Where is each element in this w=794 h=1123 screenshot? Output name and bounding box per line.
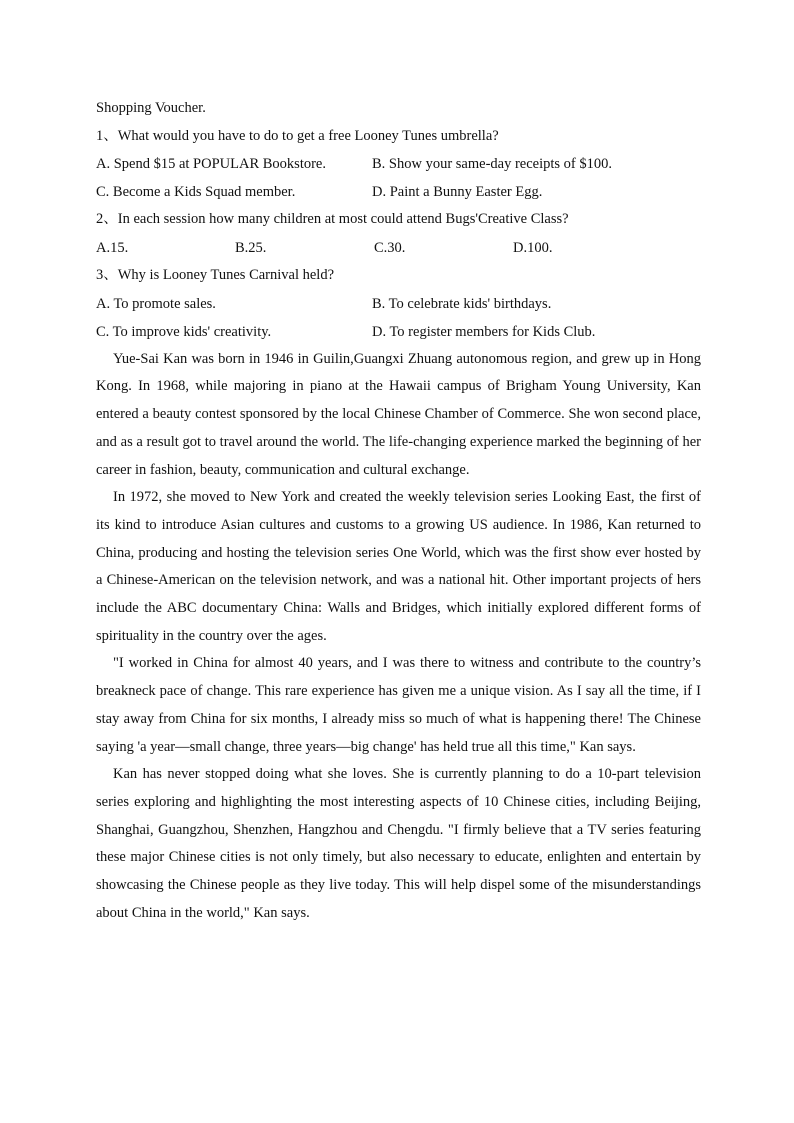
option-b: B. To celebrate kids' birthdays.	[372, 295, 552, 312]
passage-paragraph: Yue-Sai Kan was born in 1946 in Guilin,Guangxi Zhuang autonomous region, and grew up in Hong Kong. In 1968, while majoring in piano at the Hawaii campus of Brigham Young University, Kan entered a beauty contest sponsored by the local Chinese Chamber of Commerce. She won second place, and as a result got to travel around the world. The life-changing experience marked the beginning of her career in fashion, beauty, communication and cultural exchange.	[96, 350, 701, 478]
option-d: D.100.	[513, 240, 553, 257]
question-3	[96, 262, 701, 346]
option-c: C. Become a Kids Squad member.	[96, 184, 296, 201]
intro-fragment: Shopping Voucher.	[96, 100, 206, 116]
option-row	[96, 178, 701, 206]
option-c: C. To improve kids' creativity.	[96, 323, 272, 340]
option-row	[96, 318, 701, 346]
option-a: A. Spend $15 at POPULAR Bookstore.	[96, 156, 326, 173]
option-row	[96, 150, 701, 178]
question-stem: 1、What would you have to do to get a free Looney Tunes umbrella?	[96, 127, 499, 144]
question-stem: 2、In each session how many children at most could attend Bugs'Creative Class?	[96, 211, 569, 228]
passage-paragraph: Kan has never stopped doing what she loves. She is currently planning to do a 10-part television series exploring and highlighting the most interesting aspects of 10 Chinese cities, including Beijing, Shanghai, Guangzhou, Shenzhen, Hangzhou and Chengdu. "I firmly believe that a TV series featuring these major Chinese cities is not only timely, but also necessary to educate, enlighten and entertain by showcasing the Chinese people as they live today. This will help dispel some of the misunderstandings about China in the world," Kan says.	[96, 766, 701, 921]
option-b: B. Show your same-day receipts of $100.	[372, 156, 613, 173]
option-row	[96, 290, 701, 318]
passage-paragraph: In 1972, she moved to New York and created the weekly television series Looking East, the first of its kind to introduce Asian cultures and customs to a growing US audience. In 1986, Kan returned to China, producing and hosting the television series One World, which was the first show ever hosted by a Chinese-American on the television network, and was a national hit. Other important projects of hers include the ABC documentary China: Walls and Bridges, which initially explored different forms of spirituality in the country over the ages.	[96, 489, 701, 644]
option-row	[96, 234, 701, 262]
option-a: A. To promote sales.	[96, 295, 216, 312]
question-stem: 3、Why is Looney Tunes Carnival held?	[96, 267, 335, 284]
question-2	[96, 206, 701, 262]
option-d: D. Paint a Bunny Easter Egg.	[372, 184, 543, 201]
option-a: A.15.	[96, 240, 129, 257]
option-b: B.25.	[235, 240, 267, 257]
option-c: C.30.	[374, 240, 406, 257]
question-1	[96, 123, 701, 207]
reading-passage	[96, 346, 701, 928]
passage-paragraph: "I worked in China for almost 40 years, and I was there to witness and contribute to the country’s breakneck pace of change. This rare experience has given me a unique vision. As I say all the time, if I stay away from China for six months, I already miss so much of what is happening there! The Chinese saying 'a year—small change, three years—big change' has held true all this time," Kan says.	[96, 655, 701, 755]
option-d: D. To register members for Kids Club.	[372, 323, 596, 340]
page-content	[96, 95, 701, 928]
